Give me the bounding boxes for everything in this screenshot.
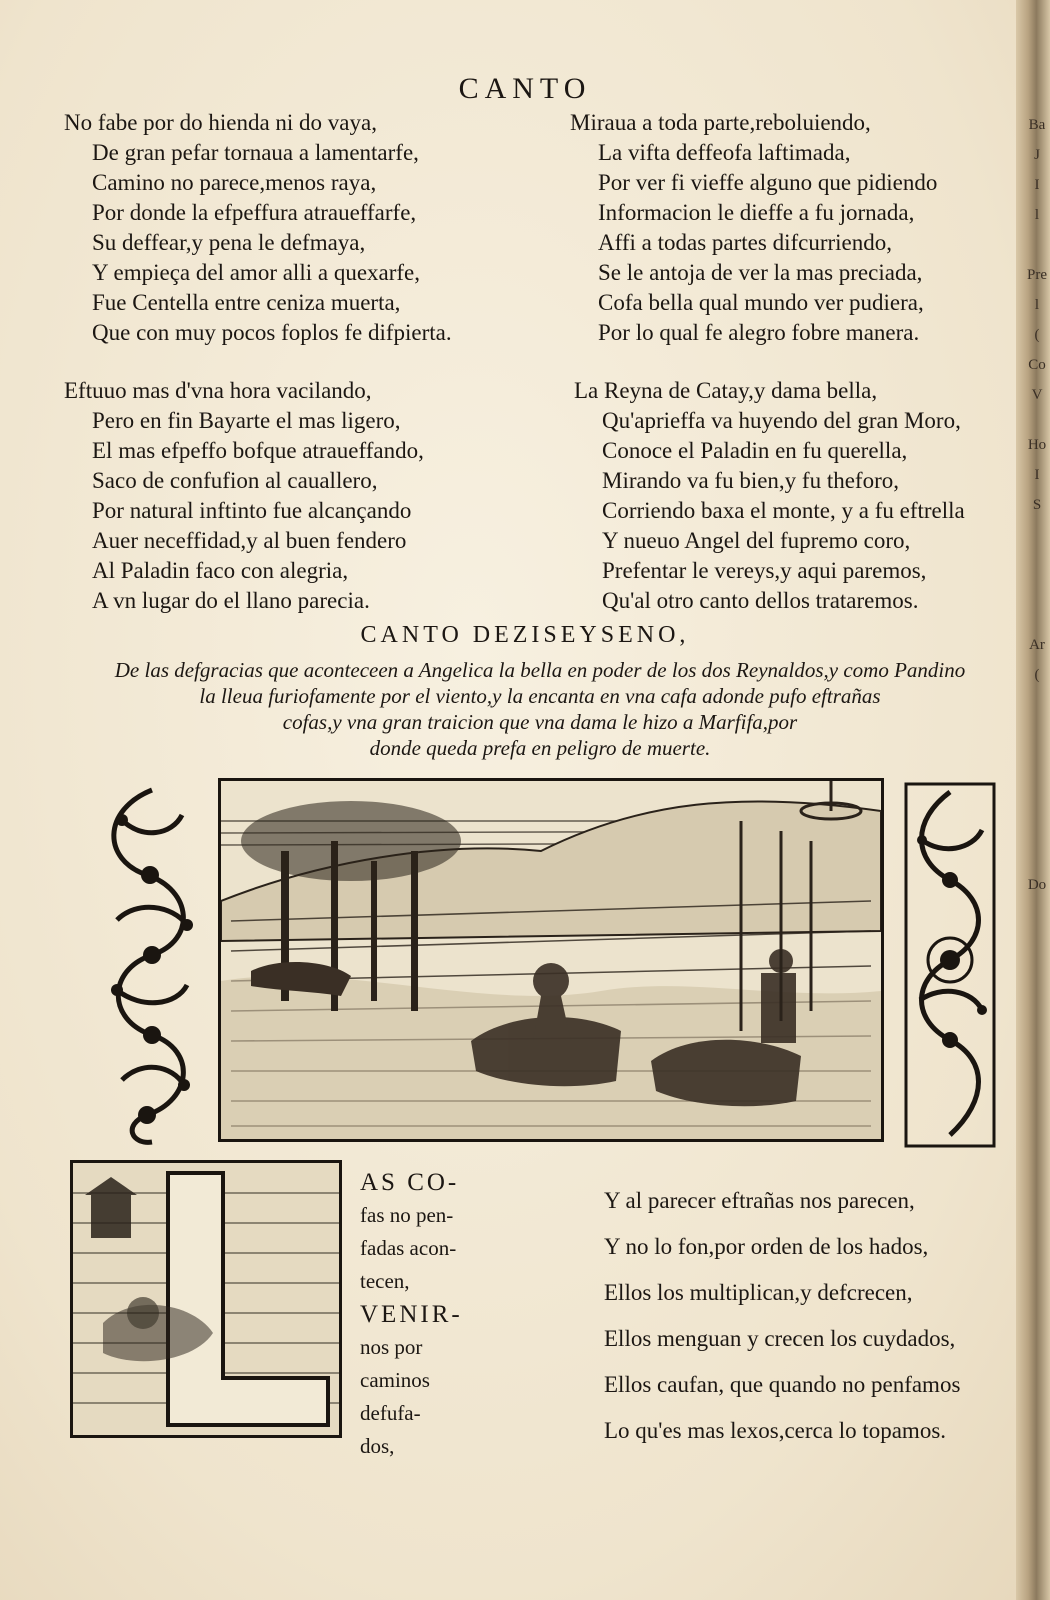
verse-line: La vifta deffeofa laftimada,	[598, 140, 851, 165]
verse-line: Ellos caufan, que quando no penfamos	[604, 1372, 961, 1397]
edge-fragment: V	[1031, 387, 1043, 403]
verse-line: Qu'al otro canto dellos trataremos.	[602, 588, 919, 613]
verse-line: Corriendo baxa el monte, y a fu eftrella	[602, 498, 965, 523]
initial-line: dos,	[360, 1434, 395, 1458]
facing-page-edge	[1016, 0, 1050, 1600]
edge-fragment: l	[1034, 297, 1040, 313]
edge-fragment: Co	[1028, 357, 1046, 373]
verse-line: Al Paladin faco con alegria,	[92, 558, 349, 583]
verse-line: Qu'aprieffa va huyendo del gran Moro,	[602, 408, 961, 433]
verse-line: Ellos menguan y crecen los cuydados,	[604, 1326, 956, 1351]
verse-line: Y no lo fon,por orden de los hados,	[604, 1234, 929, 1259]
stanza-mid-right	[574, 376, 965, 616]
initial-line: caminos	[360, 1368, 430, 1392]
canto-argument	[60, 657, 1020, 761]
decorated-initial-letter	[70, 1160, 342, 1438]
edge-fragment: S	[1032, 497, 1042, 513]
edge-fragment: Pre	[1027, 267, 1047, 283]
running-head: CANTO	[458, 72, 592, 105]
verse-line: Eftuuo mas d'vna hora vacilando,	[64, 378, 372, 403]
verse-line: Por lo qual fe alegro fobre manera.	[598, 320, 920, 345]
argument-line: cofas,y vna gran traicion que vna dama le hizo a Marfifa,por	[282, 710, 798, 734]
argument-line: la lleua furiofamente por el viento,y la encanta en vna cafa adonde pufo eftrañas	[199, 684, 881, 708]
initial-line: AS CO-	[360, 1169, 460, 1196]
verse-line: Saco de confufion al cauallero,	[92, 468, 378, 493]
verse-line: Fue Centella entre ceniza muerta,	[92, 290, 401, 315]
argument-line: De las defgracias que aconteceen a Angelica la bella en poder de los dos Reynaldos,y como Pandino	[114, 658, 966, 682]
verse-line: Y empieça del amor alli a quexarfe,	[92, 260, 421, 285]
initial-line: VENIR-	[360, 1301, 463, 1328]
edge-fragment: Do	[1027, 877, 1047, 893]
verse-line: No fabe por do hienda ni do vaya,	[64, 110, 377, 135]
edge-fragment: (	[1034, 327, 1040, 343]
verse-line: De gran pefar tornaua a lamentarfe,	[92, 140, 419, 165]
edge-fragment: l	[1034, 207, 1040, 223]
verse-line: La Reyna de Catay,y dama bella,	[574, 378, 878, 403]
argument-line: donde queda prefa en peligro de muerte.	[369, 736, 711, 760]
verse-line: Informacion le dieffe a fu jornada,	[598, 200, 915, 225]
facing-page-fragments	[1026, 110, 1048, 900]
stanza-mid-left	[64, 376, 424, 616]
verse-line: Su deffear,y pena le defmaya,	[92, 230, 366, 255]
initial-line: fadas acon-	[360, 1236, 457, 1260]
right-ornamental-border	[902, 780, 998, 1150]
verse-line: Conoce el Paladin en fu querella,	[602, 438, 908, 463]
initial-line: nos por	[360, 1335, 423, 1359]
verse-line: Y al parecer eftrañas nos parecen,	[604, 1188, 915, 1213]
verse-line: Prefentar le vereys,y aqui paremos,	[602, 558, 927, 583]
initial-line: defufa-	[360, 1401, 421, 1425]
edge-fragment: Ba	[1028, 117, 1046, 133]
verse-line: A vn lugar do el llano parecia.	[92, 588, 370, 613]
edge-fragment: I	[1034, 177, 1040, 193]
verse-line: Cofa bella qual mundo ver pudiera,	[598, 290, 924, 315]
verse-line: Affi a todas partes difcurriendo,	[598, 230, 893, 255]
initial-continuation	[360, 1166, 530, 1463]
stanza-top-left	[64, 108, 452, 348]
verse-line: Miraua a toda parte,reboluiendo,	[570, 110, 871, 135]
edge-fragment: Ho	[1027, 437, 1047, 453]
canto-title: CANTO DEZISEYSENO,	[360, 622, 690, 648]
woodcut-scene	[221, 781, 881, 1139]
initial-l-woodcut	[73, 1163, 339, 1435]
woodcut-illustration	[218, 778, 884, 1142]
verse-line: Lo qu'es mas lexos,cerca lo topamos.	[604, 1418, 947, 1443]
verse-line: El mas efpeffo bofque atraueffando,	[92, 438, 424, 463]
verse-line: Que con muy pocos foplos fe difpierta.	[92, 320, 452, 345]
verse-line: Por donde la efpeffura atraueffarfe,	[92, 200, 417, 225]
left-ornamental-border	[92, 780, 210, 1150]
stanza-top-right	[570, 108, 937, 348]
edge-fragment: I	[1034, 467, 1040, 483]
verse-line: Por natural inftinto fue alcançando	[92, 498, 412, 523]
edge-fragment: (	[1034, 667, 1040, 683]
stanza-bottom	[604, 1178, 960, 1454]
edge-fragment: Ar	[1029, 637, 1045, 653]
verse-line: Ellos los multiplican,y defcrecen,	[604, 1280, 913, 1305]
initial-line: fas no pen-	[360, 1203, 454, 1227]
verse-line: Por ver fi vieffe alguno que pidiendo	[598, 170, 938, 195]
verse-line: Auer neceffidad,y al buen fendero	[92, 528, 407, 553]
verse-line: Se le antoja de ver la mas preciada,	[598, 260, 923, 285]
verse-line: Pero en fin Bayarte el mas ligero,	[92, 408, 401, 433]
verse-line: Camino no parece,menos raya,	[92, 170, 377, 195]
verse-line: Mirando va fu bien,y fu theforo,	[602, 468, 900, 493]
initial-line: tecen,	[360, 1269, 410, 1293]
edge-fragment: J	[1034, 147, 1040, 163]
verse-line: Y nueuo Angel del fupremo coro,	[602, 528, 911, 553]
